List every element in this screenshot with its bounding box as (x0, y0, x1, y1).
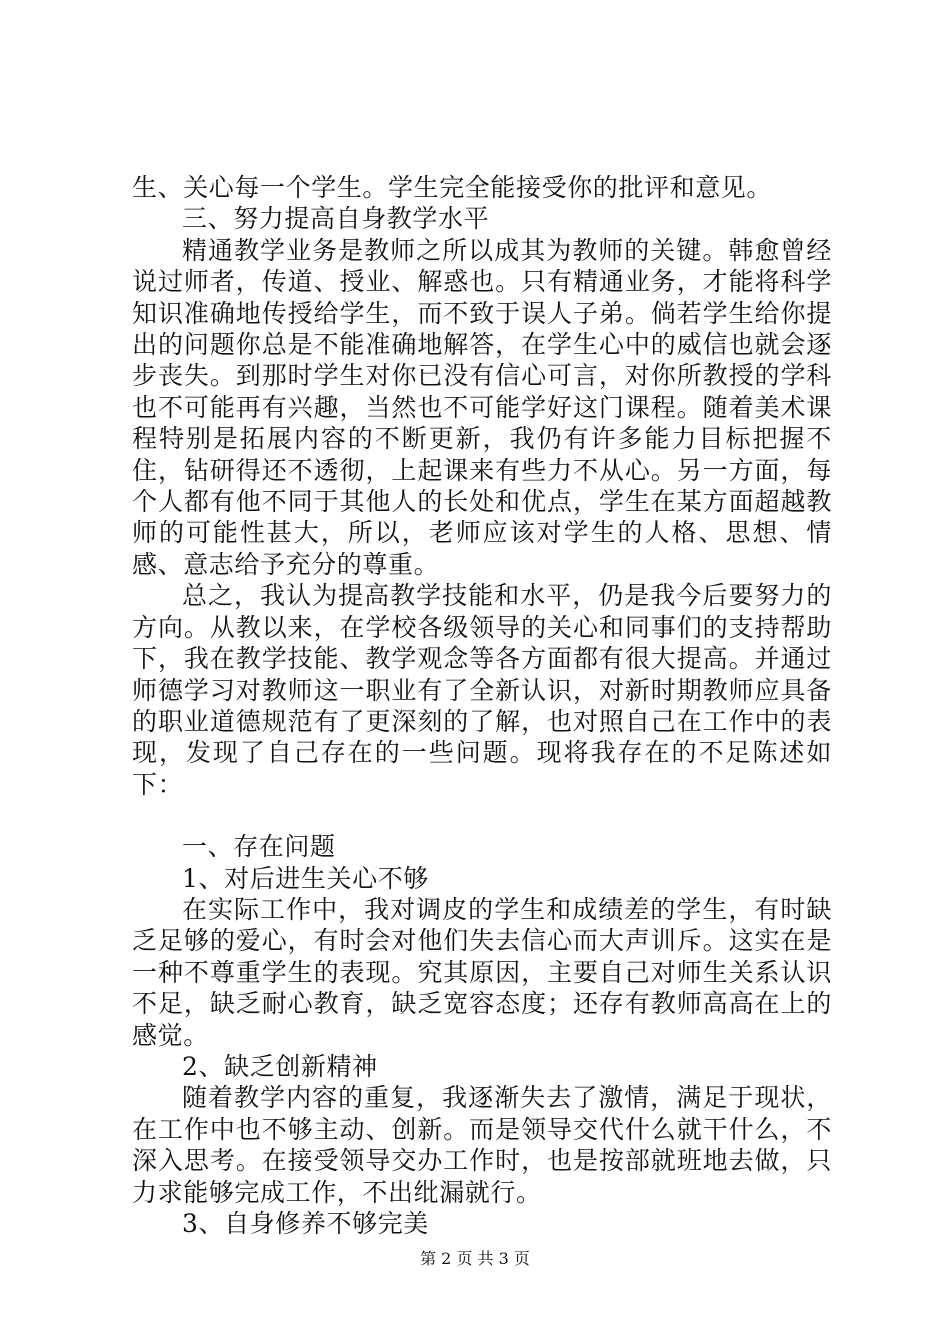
paragraph-continuation: 生、关心每一个学生。学生完全能接受你的批评和意见。 (132, 173, 773, 202)
subheading-care-for-students: 1、对后进生关心不够 (182, 863, 429, 893)
paragraph-teaching-mastery: 精通教学业务是教师之所以成其为教师的关键。韩愈曾经说过师者，传道、授业、解惑也。只有精通业务，才能将科学知识准确地传授给学生，而不致于误人子弟。倘若学生给你提出的问题你总是不能准确地解答，在学生心中的威信也就会逐步丧失。到那时学生对你已没有信心可言，对你所教授的学科也不可能再有兴趣，当然也不可能学好这门课程。随着美术课程特别是拓展内容的不断更新，我仍有许多能力目标把握不住，钻研得还不透彻，上起课来有些力不从心。另一方面，每个人都有他不同于其他人的长处和优点，学生在某方面超越教师的可能性甚大，所以，老师应该对学生的人格、思想、情感、意志给予充分的尊重。 (132, 235, 832, 579)
page-number-footer: 第 2 页 共 3 页 (420, 1249, 530, 1268)
paragraph-innovation: 随着教学内容的重复，我逐渐失去了激情，满足于现状，在工作中也不够主动、创新。而是领导交代什么就干什么，不深入思考。在接受领导交办工作时，也是按部就班地去做，只力求能够完成工作，不出纰漏就行。 (132, 1083, 832, 1207)
paragraph-care-for-students: 在实际工作中，我对调皮的学生和成绩差的学生，有时缺乏足够的爱心，有时会对他们失去信心而大声训斥。这实在是一种不尊重学生的表现。究其原因，主要自己对师生关系认识不足，缺乏耐心教育，缺乏宽容态度；还存有教师高高在上的感觉。 (132, 894, 832, 1050)
document-body (132, 172, 832, 1239)
section-heading-problems: 一、存在问题 (182, 832, 336, 862)
section-heading-improve-teaching: 三、努力提高自身教学水平 (182, 204, 490, 234)
subheading-self-cultivation: 3、自身修养不够完美 (182, 1209, 429, 1238)
paragraph-summary: 总之，我认为提高教学技能和水平，仍是我今后要努力的方向。从教以来，在学校各级领导的关心和同事们的支持帮助下，我在教学技能、教学观念等各方面都有很大提高。并通过师德学习对教师这一职业有了全新认识，对新时期教师应具备的职业道德规范有了更深刻的了解，也对照自己在工作中的表现，发现了自己存在的一些问题。现将我存在的不足陈述如下： (132, 581, 832, 799)
paragraph-spacer (132, 800, 832, 831)
subheading-innovation: 2、缺乏创新精神 (182, 1051, 378, 1081)
